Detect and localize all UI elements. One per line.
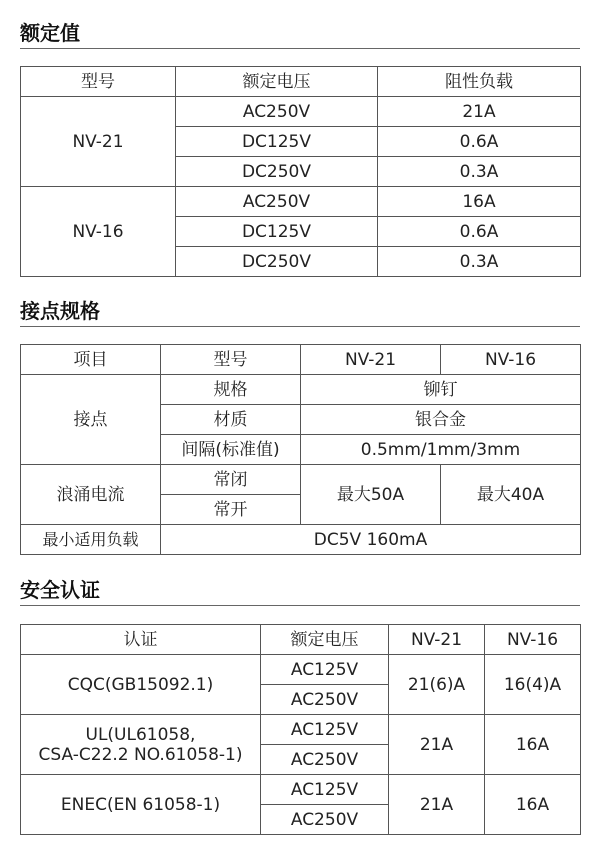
header-model: 型号 — [21, 67, 176, 97]
cert-line: CQC(GB15092.1) — [67, 674, 214, 695]
table-header-row — [21, 625, 581, 655]
nv21-cell: 21A — [389, 775, 485, 835]
surge-nv21-value: 最大50A — [301, 465, 441, 525]
table-row — [21, 375, 581, 405]
table-row — [21, 97, 581, 127]
min-load-label: 最小适用负载 — [21, 525, 161, 555]
load-cell: 16A — [378, 187, 581, 217]
voltage-cell: DC125V — [176, 217, 378, 247]
load-cell: 0.3A — [378, 247, 581, 277]
spec-value: 铆钉 — [301, 375, 581, 405]
cert-line: ENEC(EN 61058-1) — [60, 794, 221, 815]
nc-label: 常闭 — [161, 465, 301, 495]
nv21-cell: 21A — [389, 715, 485, 775]
gap-value: 0.5mm/1mm/3mm — [301, 435, 581, 465]
voltage-cell: AC250V — [176, 187, 378, 217]
table-header-row — [21, 67, 581, 97]
model-cell: NV-16 — [21, 187, 176, 277]
safety-title-rule — [20, 605, 580, 606]
safety-section-title: 安全认证 — [20, 578, 100, 602]
voltage-cell: DC250V — [176, 247, 378, 277]
header-rated-voltage: 额定电压 — [176, 67, 378, 97]
table-row — [21, 775, 581, 805]
contact-label: 接点 — [21, 375, 161, 465]
cert-line: UL(UL61058, — [85, 724, 196, 745]
contact-title-rule — [20, 326, 580, 327]
nv16-cell: 16A — [485, 715, 581, 775]
spec-label: 规格 — [161, 375, 301, 405]
material-label: 材质 — [161, 405, 301, 435]
load-cell: 0.6A — [378, 217, 581, 247]
rating-title-rule — [20, 48, 580, 49]
safety-table — [20, 624, 581, 835]
voltage-cell: DC125V — [176, 127, 378, 157]
header-nv16: NV-16 — [485, 625, 581, 655]
cert-cell — [21, 715, 261, 775]
voltage-cell: AC125V — [261, 655, 389, 685]
cert-cell — [21, 775, 261, 835]
surge-label: 浪涌电流 — [21, 465, 161, 525]
nv16-cell: 16(4)A — [485, 655, 581, 715]
table-row — [21, 715, 581, 745]
header-rated-voltage: 额定电压 — [261, 625, 389, 655]
cert-line: CSA-C22.2 NO.61058-1) — [38, 744, 243, 765]
table-header-row — [21, 345, 581, 375]
voltage-cell: AC125V — [261, 715, 389, 745]
voltage-cell: AC250V — [176, 97, 378, 127]
header-certification: 认证 — [21, 625, 261, 655]
min-load-value: DC5V 160mA — [161, 525, 581, 555]
load-cell: 0.6A — [378, 127, 581, 157]
model-cell: NV-21 — [21, 97, 176, 187]
contact-table — [20, 344, 581, 555]
voltage-cell: DC250V — [176, 157, 378, 187]
header-resistive-load: 阻性负载 — [378, 67, 581, 97]
header-nv21: NV-21 — [301, 345, 441, 375]
voltage-cell: AC250V — [261, 745, 389, 775]
table-row — [21, 187, 581, 217]
header-nv21: NV-21 — [389, 625, 485, 655]
header-nv16: NV-16 — [441, 345, 581, 375]
table-row — [21, 525, 581, 555]
header-item: 项目 — [21, 345, 161, 375]
cert-cell — [21, 655, 261, 715]
nv21-cell: 21(6)A — [389, 655, 485, 715]
rating-table — [20, 66, 581, 277]
voltage-cell: AC125V — [261, 775, 389, 805]
voltage-cell: AC250V — [261, 805, 389, 835]
voltage-cell: AC250V — [261, 685, 389, 715]
header-model: 型号 — [161, 345, 301, 375]
rating-section-title: 额定值 — [20, 21, 80, 45]
surge-nv16-value: 最大40A — [441, 465, 581, 525]
load-cell: 21A — [378, 97, 581, 127]
material-value: 银合金 — [301, 405, 581, 435]
table-row — [21, 655, 581, 685]
table-row — [21, 465, 581, 495]
nv16-cell: 16A — [485, 775, 581, 835]
load-cell: 0.3A — [378, 157, 581, 187]
no-label: 常开 — [161, 495, 301, 525]
gap-label: 间隔(标准值) — [161, 435, 301, 465]
contact-section-title: 接点规格 — [20, 299, 100, 323]
